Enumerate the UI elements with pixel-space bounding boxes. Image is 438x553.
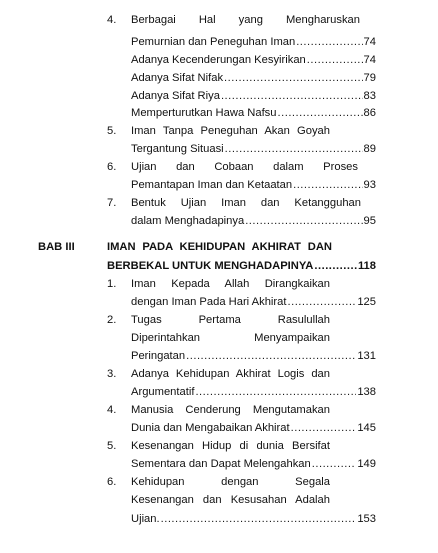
page-number: 95 <box>363 215 376 227</box>
toc-entry[interactable] <box>131 510 376 528</box>
leader-dots <box>296 33 362 51</box>
toc-entry-text: dalam Menghadapinya <box>131 215 245 227</box>
toc-subentry[interactable] <box>131 51 376 69</box>
leader-dots <box>291 419 357 437</box>
item-number: 5. <box>107 125 117 137</box>
toc-entry-text: dengan Iman Pada Hari Akhirat <box>131 296 287 308</box>
toc-entry-text[interactable]: Bentuk Ujian Iman dan Ketangguhan <box>131 197 361 209</box>
toc-entry-text: Tergantung Situasi <box>131 143 224 155</box>
leader-dots <box>221 87 363 105</box>
item-number: 4. <box>107 404 117 416</box>
toc-subentry[interactable] <box>131 69 376 87</box>
leader-dots <box>287 293 356 311</box>
leader-dots <box>312 455 357 473</box>
chapter-title: IMAN PADA KEHIDUPAN AKHIRAT DAN <box>107 241 332 253</box>
toc-entry-text: Ujian. <box>131 513 160 525</box>
toc-entry-text: Pemantapan Iman dan Ketaatan <box>131 179 293 191</box>
item-number: 6. <box>107 161 117 173</box>
toc-entry[interactable] <box>131 176 376 194</box>
leader-dots <box>224 69 363 87</box>
page-number: 153 <box>357 513 376 525</box>
toc-entry-text[interactable]: Adanya Kehidupan Akhirat Logis dan <box>131 368 330 380</box>
toc-entry-text: Dunia dan Mengabaikan Akhirat <box>131 422 290 434</box>
toc-entry[interactable] <box>131 140 376 158</box>
chapter-label: BAB III <box>38 241 75 253</box>
toc-entry[interactable] <box>131 293 376 311</box>
page-number: 79 <box>363 72 376 84</box>
toc-subentry[interactable] <box>131 104 376 122</box>
item-number: 2. <box>107 314 117 326</box>
page-number: 74 <box>363 54 376 66</box>
page-number: 145 <box>357 422 376 434</box>
toc-entry-text[interactable]: Ujian dan Cobaan dalam Proses <box>131 161 358 173</box>
toc-entry-text: Adanya Kecenderungan Kesyirikan <box>131 54 306 66</box>
item-number: 5. <box>107 440 117 452</box>
leader-dots <box>278 104 363 122</box>
chapter-title: BERBEKAL UNTUK MENGHADAPINYA <box>107 260 314 272</box>
leader-dots <box>186 347 356 365</box>
item-number: 3. <box>107 368 117 380</box>
toc-entry-text: Peringatan <box>131 350 186 362</box>
toc-entry[interactable] <box>131 383 376 401</box>
toc-entry-text: Memperturutkan Hawa Nafsu <box>131 107 277 119</box>
toc-entry-text[interactable]: Kesenangan dan Kesusahan Adalah <box>131 494 330 506</box>
toc-entry-text: Adanya Sifat Riya <box>131 90 220 102</box>
item-number: 7. <box>107 197 117 209</box>
toc-entry-text: Adanya Sifat Nifak <box>131 72 224 84</box>
toc-entry[interactable] <box>131 455 376 473</box>
page-number: 131 <box>357 350 376 362</box>
toc-entry-text[interactable]: Diperintahkan Menyampaikan <box>131 332 330 344</box>
page-number: 86 <box>363 107 376 119</box>
page-number: 74 <box>363 36 376 48</box>
toc-entry-text[interactable]: Berbagai Hal yang Mengharuskan <box>131 14 360 26</box>
toc-entry-text: Pemurnian dan Peneguhan Iman <box>131 36 296 48</box>
item-number: 1. <box>107 278 117 290</box>
page-number: 93 <box>363 179 376 191</box>
toc-subentry[interactable] <box>131 87 376 105</box>
leader-dots <box>161 510 357 528</box>
toc-entry-text[interactable]: Tugas Pertama Rasulullah <box>131 314 330 326</box>
leader-dots <box>195 383 356 401</box>
toc-entry-text[interactable]: Iman Kepada Allah Dirangkaikan <box>131 278 330 290</box>
leader-dots <box>245 212 362 230</box>
leader-dots <box>225 140 363 158</box>
toc-entry-text[interactable]: Kesenangan Hidup di dunia Bersifat <box>131 440 330 452</box>
page-number: 149 <box>357 458 376 470</box>
toc-entry[interactable] <box>131 347 376 365</box>
toc-entry-text[interactable]: Kehidupan dengan Segala <box>131 476 330 488</box>
toc-entry[interactable] <box>131 419 376 437</box>
page-number: 89 <box>363 143 376 155</box>
page-number: 83 <box>363 90 376 102</box>
item-number: 6. <box>107 476 117 488</box>
toc-entry-text: Sementara dan Dapat Melengahkan <box>131 458 311 470</box>
toc-entry-text[interactable]: Iman Tanpa Peneguhan Akan Goyah <box>131 125 330 137</box>
leader-dots <box>307 51 363 69</box>
toc-entry[interactable] <box>131 212 376 230</box>
page-number: 118 <box>357 260 376 272</box>
toc-entry-text[interactable]: Manusia Cenderung Mengutamakan <box>131 404 330 416</box>
page-number: 138 <box>357 386 376 398</box>
toc-entry[interactable] <box>131 33 376 51</box>
chapter-title-line <box>107 257 376 275</box>
page-number: 125 <box>357 296 376 308</box>
leader-dots <box>293 176 362 194</box>
leader-dots <box>314 257 357 275</box>
item-number: 4. <box>107 14 117 26</box>
toc-entry-text: Argumentatif <box>131 386 195 398</box>
